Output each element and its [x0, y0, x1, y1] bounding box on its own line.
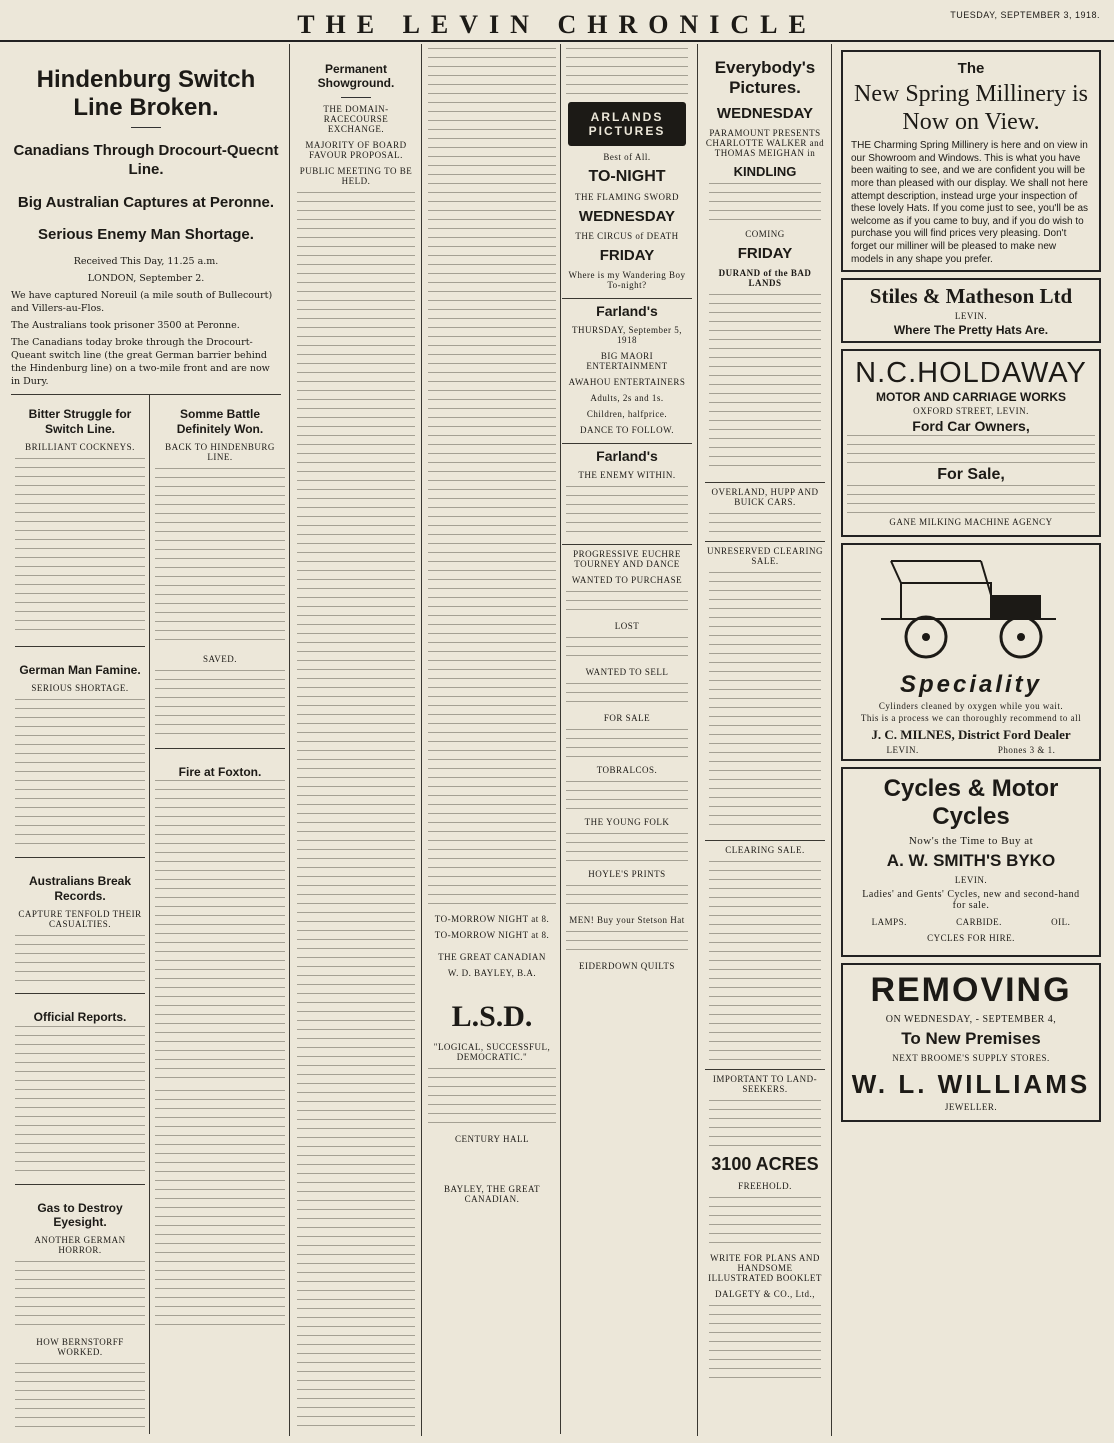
classified-body — [566, 683, 688, 707]
article-heading: Australians Break Records. — [28, 874, 132, 903]
ad-line: OVERLAND, HUPP AND BUICK CARS. — [705, 482, 825, 507]
acreage: 3100 ACRES — [711, 1153, 819, 1174]
film-title: THE ENEMY WITHIN. — [578, 470, 676, 480]
classified-heading: PROGRESSIVE EUCHRE TOURNEY AND DANCE — [562, 544, 692, 569]
agent-name: DALGETY & CO., Ltd., — [715, 1288, 815, 1299]
ad-line: Cylinders cleaned by oxygen while you wait. — [878, 701, 1064, 712]
cycles-heading: Cycles & Motor Cycles — [883, 775, 1059, 831]
subcolumn-left — [11, 395, 150, 1434]
stiles-matheson-ad — [841, 278, 1101, 343]
article-body — [566, 48, 688, 98]
williams-ad — [841, 963, 1101, 1122]
article-heading: Permanent Showground. — [317, 62, 395, 91]
ford-dealer-ad — [841, 543, 1101, 761]
classified-body — [566, 729, 688, 759]
subcolumn-right — [151, 395, 286, 1434]
film-title: THE FLAMING SWORD — [575, 192, 679, 202]
sale-heading: UNRESERVED CLEARING SALE. — [705, 541, 825, 566]
deck-shortage: Serious Enemy Man Shortage. — [38, 226, 254, 244]
article-body — [155, 670, 285, 740]
lecture-footer: BAYLEY, THE GREAT CANADIAN. — [443, 1184, 541, 1204]
lsd-title: L.S.D. — [451, 1000, 533, 1033]
classified-heading: HOYLE'S PRINTS — [588, 869, 666, 879]
classified-body — [566, 781, 688, 811]
article-body — [15, 1261, 145, 1331]
speciality-heading: Speciality — [899, 671, 1043, 699]
subcolumn-cinema-ads — [562, 44, 692, 1434]
sale-body — [709, 1305, 821, 1385]
store-location: LEVIN. — [954, 311, 988, 322]
dealer-phones: Phones 3 & 1. — [997, 745, 1056, 756]
sale-body — [709, 1100, 821, 1150]
removing-heading: REMOVING — [870, 971, 1072, 1010]
classified-body — [566, 591, 688, 615]
dealer-name: J. C. MILNES, District Ford Dealer — [871, 727, 1071, 743]
article-heading: Gas to Destroy Eyesight. — [37, 1200, 123, 1229]
subcolumn-continuation — [424, 44, 561, 1434]
new-premises: To New Premises — [901, 1029, 1041, 1049]
classified-heading: THE YOUNG FOLK — [584, 817, 670, 827]
millinery-ad — [841, 50, 1101, 272]
article-heading: Somme Battle Definitely Won. — [176, 407, 264, 436]
notice-line: TO-MORROW NIGHT at 8. — [434, 914, 550, 924]
headline: Hindenburg Switch Line Broken. — [36, 66, 256, 121]
agency-name: GANE MILKING MACHINE AGENCY — [889, 517, 1053, 528]
column-pictures-sales — [700, 44, 830, 1434]
cycles-ad — [841, 767, 1101, 957]
article-body — [15, 699, 145, 849]
farlands-heading: Farland's — [562, 443, 692, 464]
article-subheading: MAJORITY OF BOARD FAVOUR PROPOSAL. — [305, 139, 407, 160]
article-body — [709, 183, 821, 223]
column-war-news — [6, 44, 286, 1434]
product-carbide: CARBIDE. — [956, 917, 1002, 928]
article-heading: Official Reports. — [33, 1010, 127, 1025]
classified-body — [566, 637, 688, 661]
article-subheading: SERIOUS SHORTAGE. — [31, 683, 129, 694]
masthead — [0, 0, 1114, 42]
film-credit: PARAMOUNT PRESENTS CHARLOTTE WALKER and THOMAS MEIGHAN in — [705, 127, 825, 158]
premises-location: NEXT BROOME'S SUPPLY STORES. — [892, 1053, 1050, 1064]
sale-note: WRITE FOR PLANS AND HANDSOME ILLUSTRATED BOOKLET — [708, 1252, 822, 1283]
product-lamps: LAMPS. — [871, 917, 907, 928]
lsd-slogan: "LOGICAL, SUCCESSFUL, DEMOCRATIC." — [433, 1042, 551, 1062]
ad-wednesday: WEDNESDAY — [578, 208, 676, 225]
article-subheading: BACK TO HINDENBURG LINE. — [165, 441, 275, 462]
ad-friday: FRIDAY — [737, 244, 793, 262]
article-body — [15, 458, 145, 638]
article-body — [155, 468, 285, 648]
venue: CENTURY HALL — [455, 1134, 529, 1144]
sale-note: FREEHOLD. — [738, 1180, 792, 1191]
article-heading: Fire at Foxton. — [178, 764, 262, 779]
millinery-heading: New Spring Millinery is Now on View. — [854, 81, 1088, 135]
ad-line: Best of All. — [603, 152, 651, 162]
sale-body — [709, 1197, 821, 1247]
ad-heading: Ford Car Owners, — [912, 418, 1030, 435]
ad-line: Now's the Time to Buy at — [908, 835, 1034, 848]
article-subheading: ANOTHER GERMAN HORROR. — [34, 1235, 126, 1256]
classified-body — [566, 885, 688, 909]
ad-body — [847, 485, 1095, 515]
move-date: ON WEDNESDAY, - SEPTEMBER 4, — [885, 1014, 1057, 1026]
article-body — [428, 1068, 556, 1128]
column-showground — [292, 44, 420, 1434]
deck-canadians: Canadians Through Drocourt-Quecnt Line. — [13, 142, 279, 178]
article-body — [709, 294, 821, 474]
film-title: DURAND of the BAD LANDS — [718, 267, 812, 288]
dateline: LONDON, September 2. — [87, 273, 205, 285]
article-heading: German Man Famine. — [19, 662, 141, 677]
column-rule — [421, 44, 422, 1436]
classified-heading: TOBRALCOS. — [596, 765, 658, 775]
classified-heading: WANTED TO PURCHASE — [571, 575, 683, 585]
column-entertainment — [424, 44, 696, 1434]
news-subcolumns — [11, 394, 281, 1434]
sale-body — [709, 861, 821, 1061]
ad-heading: For Sale, — [937, 466, 1005, 484]
everybodys-heading: Everybody's Pictures. — [714, 58, 816, 98]
event-note: DANCE TO FOLLOW. — [579, 425, 675, 435]
classified-heading: LOST — [614, 621, 640, 631]
classified-heading: MEN! Buy your Stetson Hat — [569, 915, 685, 925]
sale-body — [709, 572, 821, 832]
ad-lead: The — [957, 60, 985, 77]
lecturer-name: W. D. BAYLEY, B.A. — [447, 968, 537, 978]
news-paragraph: The Australians took prisoner 3500 at Peronne. — [11, 320, 240, 332]
price: Adults, 2s and 1s. — [590, 393, 664, 403]
article-subheading: CAPTURE TENFOLD THEIR CASUALTIES. — [18, 909, 142, 930]
divider — [131, 127, 161, 128]
price: Children, halfprice. — [586, 409, 668, 419]
classified-heading: EIDERDOWN QUILTS — [579, 961, 675, 971]
product-oil: OIL. — [1051, 917, 1071, 928]
news-paragraph: We have captured Noreuil (a mile south of Bullecourt) and Villers-au-Flos. — [11, 290, 273, 315]
newspaper-title: THE LEVIN CHRONICLE — [297, 10, 817, 39]
event-date: THURSDAY, September 5, 1918 — [571, 325, 682, 345]
news-paragraph: The Canadians today broke through the Drocourt-Queant switch line (the great German barrier behind the Hindenburg line) on a two-mile front and are now in Dury. — [11, 337, 270, 388]
notice-line: TO-MORROW NIGHT at 8. — [434, 930, 550, 940]
article-body — [15, 1363, 145, 1433]
classified-heading: FOR SALE — [603, 713, 651, 723]
dealer-location: LEVIN. — [886, 745, 919, 756]
business-name: N.C.HOLDAWAY — [855, 357, 1087, 390]
ad-line: Ladies' and Gents' Cycles, new and second-hand for sale. — [862, 889, 1080, 912]
millinery-body: THE Charming Spring Millinery is here and on view in our Showroom and Windows. This is what you have been waiting to see, and we are confident you will be more than pleased with our display. We shall not here attempt description, instead urge your inspection of these lovely Hats. If you come just to see, you'll be as welcome as if you came to buy, and if you do wish to purchase you will find prices very pleasing. Don't forget our milliner will be pleased to make new models in any shape you prefer. — [851, 140, 1089, 265]
store-name: Stiles & Matheson Ltd — [869, 284, 1073, 309]
shop-location: LEVIN. — [954, 875, 988, 886]
ad-wednesday: WEDNESDAY — [716, 104, 814, 122]
article-body — [15, 935, 145, 985]
article-subheading: HOW BERNSTORFF WORKED. — [36, 1337, 124, 1358]
sale-heading: CLEARING SALE. — [705, 840, 825, 855]
shop-name: A. W. SMITH'S BYKO — [886, 851, 1056, 871]
ad-friday: FRIDAY — [599, 247, 655, 264]
article-body — [155, 780, 285, 1080]
lecture-heading: THE GREAT CANADIAN — [438, 952, 546, 962]
issue-date: TUESDAY, SEPTEMBER 3, 1918. — [950, 10, 1100, 20]
jeweller-name: W. L. WILLIAMS — [851, 1069, 1091, 1100]
film-title: KINDLING — [733, 163, 797, 179]
coming: COMING — [745, 228, 785, 239]
ad-line: CYCLES FOR HIRE. — [927, 933, 1015, 944]
column-rule — [697, 44, 698, 1436]
article-heading: Bitter Struggle for Switch Line. — [28, 407, 132, 436]
article-body — [15, 1026, 145, 1176]
column-rule — [831, 44, 832, 1436]
store-slogan: Where The Pretty Hats Are. — [893, 323, 1049, 338]
classified-heading: WANTED TO SELL — [585, 667, 669, 677]
ad-tonight: TO-NIGHT — [588, 168, 666, 185]
column-rule — [289, 44, 290, 1436]
business-type: MOTOR AND CARRIAGE WORKS — [876, 390, 1066, 405]
motor-car-illustration — [871, 555, 1071, 665]
article-subheading: THE DOMAIN-RACECOURSE EXCHANGE. — [323, 103, 389, 134]
article-subheading: BRILLIANT COCKNEYS. — [25, 441, 135, 452]
event-title: AWAHOU ENTERTAINERS — [568, 377, 686, 387]
sale-heading: IMPORTANT TO LAND-SEEKERS. — [705, 1069, 825, 1094]
arlands-pictures-logo: ARLANDS PICTURES — [568, 102, 686, 146]
article-subheading: SAVED. — [202, 653, 238, 664]
ad-line: This is a process we can thoroughly recommend to all — [860, 713, 1082, 724]
article-body — [709, 513, 821, 533]
event-title: BIG MAORI ENTERTAINMENT — [586, 351, 668, 371]
divider — [341, 97, 371, 98]
business-address: OXFORD STREET, LEVIN. — [913, 406, 1029, 417]
article-body — [566, 486, 688, 536]
film-title: Where is my Wandering Boy To-night? — [568, 270, 686, 290]
article-subheading: PUBLIC MEETING TO BE HELD. — [299, 165, 413, 186]
article-body — [297, 192, 415, 1432]
column-display-ads — [834, 44, 1108, 1434]
article-body — [155, 1090, 285, 1330]
deck-australians: Big Australian Captures at Peronne. — [17, 193, 275, 211]
jeweller-label: JEWELLER. — [944, 1102, 998, 1113]
received-time: Received This Day, 11.25 a.m. — [73, 256, 219, 268]
classified-body — [566, 833, 688, 863]
farlands-heading: Farland's — [562, 298, 692, 319]
holdaway-ad — [841, 349, 1101, 537]
ad-body — [847, 435, 1095, 465]
classified-body — [566, 931, 688, 955]
film-title: THE CIRCUS of DEATH — [575, 231, 679, 241]
article-body — [428, 48, 556, 908]
